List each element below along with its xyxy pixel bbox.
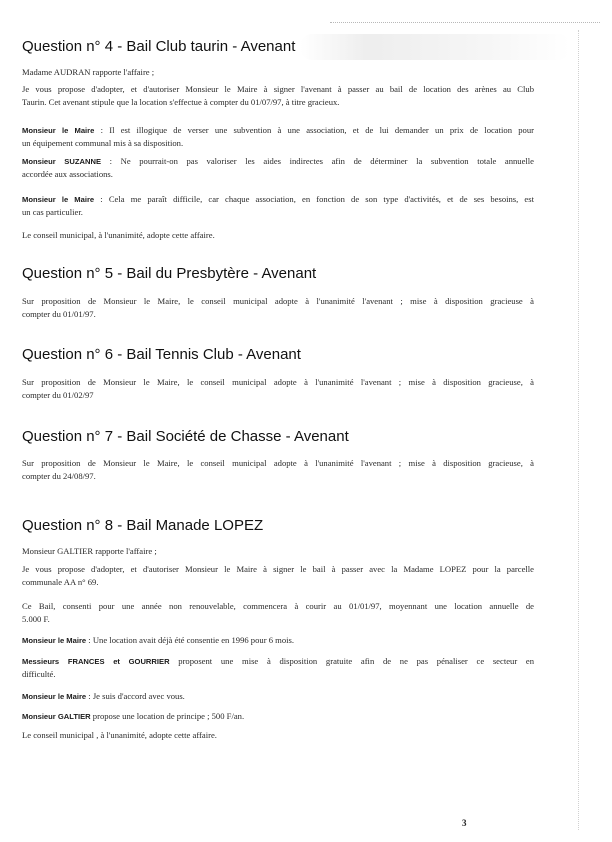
q4-rapporteur	[22, 66, 534, 79]
q6-decision-line-2: compter du 01/02/97	[22, 390, 94, 400]
q8-galtier-remark-line	[22, 710, 534, 723]
speaker-name: Monsieur le Maire	[22, 692, 87, 701]
q6-heading: Question n° 6 - Bail Tennis Club - Avenant	[22, 346, 301, 363]
q7-heading: Question n° 7 - Bail Société de Chasse - Avenant	[22, 428, 349, 445]
page-number: 3	[462, 818, 467, 828]
q4-heading: Question n° 4 - Bail Club taurin - Avenant	[22, 38, 296, 55]
q5-decision	[22, 295, 534, 321]
q8-decision-text: Le conseil municipal , à l'unanimité, adopte cette affaire.	[22, 730, 217, 740]
q8-frances-gourrier-remark	[22, 655, 534, 681]
q4-decision-text: Le conseil municipal, à l'unanimité, adopte cette affaire.	[22, 230, 215, 240]
q8-galtier-remark	[22, 710, 534, 723]
q8-maire-reply-line	[22, 690, 534, 703]
speaker-name: Monsieur le Maire	[22, 126, 95, 135]
q4-proposal	[22, 83, 534, 109]
remark-text: : Je suis d'accord avec vous.	[86, 691, 185, 701]
q4-suzanne-remark	[22, 155, 534, 181]
q7-decision-line-2: compter du 24/08/97.	[22, 471, 96, 481]
q8-rapporteur-text: Monsieur GALTIER rapporte l'affaire ;	[22, 546, 157, 556]
q8-maire-reply	[22, 690, 534, 703]
q8-proposal	[22, 563, 534, 589]
q8-decision	[22, 729, 534, 742]
remark-text: : Cela me paraît difficile, car chaque association, en fonction de son type d'activités, et de ses besoins, est	[94, 194, 534, 204]
q4-suzanne-remark-line-1	[22, 155, 534, 168]
q4-proposal-line-1: Je vous propose d'adopter, et d'autoriser Monsieur le Maire à signer l'avenant à passer au bail de location des arènes au Club	[22, 84, 534, 94]
q8-frances-gourrier-line-1	[22, 655, 534, 668]
speaker-name: Monsieur le Maire	[22, 195, 95, 204]
speaker-name: Monsieur GALTIER	[22, 712, 91, 721]
q8-maire-remark-line	[22, 634, 534, 647]
remark-text: : Une location avait déjà été consentie en 1996 pour 6 mois.	[86, 635, 295, 645]
remark-text: propose une location de principe ; 500 F/an.	[90, 711, 245, 721]
q8-terms-line-1: Ce Bail, consenti pour une année non renouvelable, commencera à courir au 01/01/97, moyennant une location annuelle de	[22, 601, 534, 611]
q4-maire-reply-line-1	[22, 193, 534, 206]
q7-decision	[22, 457, 534, 483]
q4-rapporteur-text: Madame AUDRAN rapporte l'affaire ;	[22, 67, 155, 77]
q4-suzanne-remark-line-2: accordée aux associations.	[22, 169, 113, 179]
q8-terms	[22, 600, 534, 626]
speaker-name: Monsieur le Maire	[22, 636, 87, 645]
q8-frances-gourrier-line-2: difficulté.	[22, 669, 56, 679]
q8-terms-line-2: 5.000 F.	[22, 614, 50, 624]
q4-maire-remark-line-2: un équipement communal mis à sa disposition.	[22, 138, 184, 148]
scan-edge-top	[330, 22, 600, 23]
q8-heading: Question n° 8 - Bail Manade LOPEZ	[22, 517, 264, 534]
q8-maire-remark	[22, 634, 534, 647]
q8-proposal-line-1: Je vous propose d'adopter, et d'autoriser Monsieur le Maire à signer le bail à passer avec la Madame LOPEZ pour la parcelle	[22, 564, 534, 574]
remark-text: : Ne pourrait-on pas valoriser les aides indirectes afin de déterminer la subvention totale annuelle	[101, 156, 534, 166]
q8-proposal-line-2: communale AA n° 69.	[22, 577, 99, 587]
q4-maire-reply	[22, 193, 534, 219]
q4-maire-remark-line-1	[22, 124, 534, 137]
q5-heading: Question n° 5 - Bail du Presbytère - Avenant	[22, 265, 317, 282]
q7-decision-line-1: Sur proposition de Monsieur le Maire, le conseil municipal adopte à l'unanimité l'avenant ; mise à disposition gracieuse, à	[22, 458, 534, 468]
remark-text: proposent une mise à disposition gratuite afin de ne pas pénaliser ce secteur en	[169, 656, 535, 666]
q6-decision-line-1: Sur proposition de Monsieur le Maire, le conseil municipal adopte à l'unanimité l'avenant ; mise à disposition gracieuse, à	[22, 377, 534, 387]
q4-proposal-line-2: Taurin. Cet avenant stipule que la location s'effectue à compter du 01/07/97, à titre gracieux.	[22, 97, 340, 107]
scan-edge-right	[578, 30, 579, 830]
q5-decision-line-1: Sur proposition de Monsieur le Maire, le conseil municipal adopte à l'unanimité l'avenant ; mise à disposition gracieuse à	[22, 296, 534, 306]
speaker-name: Monsieur SUZANNE	[22, 157, 102, 166]
q4-maire-remark	[22, 124, 534, 150]
scan-smudge	[300, 34, 570, 60]
q5-decision-line-2: compter du 01/01/97.	[22, 309, 96, 319]
q4-decision	[22, 229, 534, 242]
q8-rapporteur	[22, 545, 534, 558]
q4-maire-reply-line-2: un cas particulier.	[22, 207, 83, 217]
remark-text: : Il est illogique de verser une subvention à une association, et de lui demander un prix de location pour	[94, 125, 534, 135]
q6-decision	[22, 376, 534, 402]
speaker-name: Messieurs FRANCES et GOURRIER	[22, 657, 170, 666]
